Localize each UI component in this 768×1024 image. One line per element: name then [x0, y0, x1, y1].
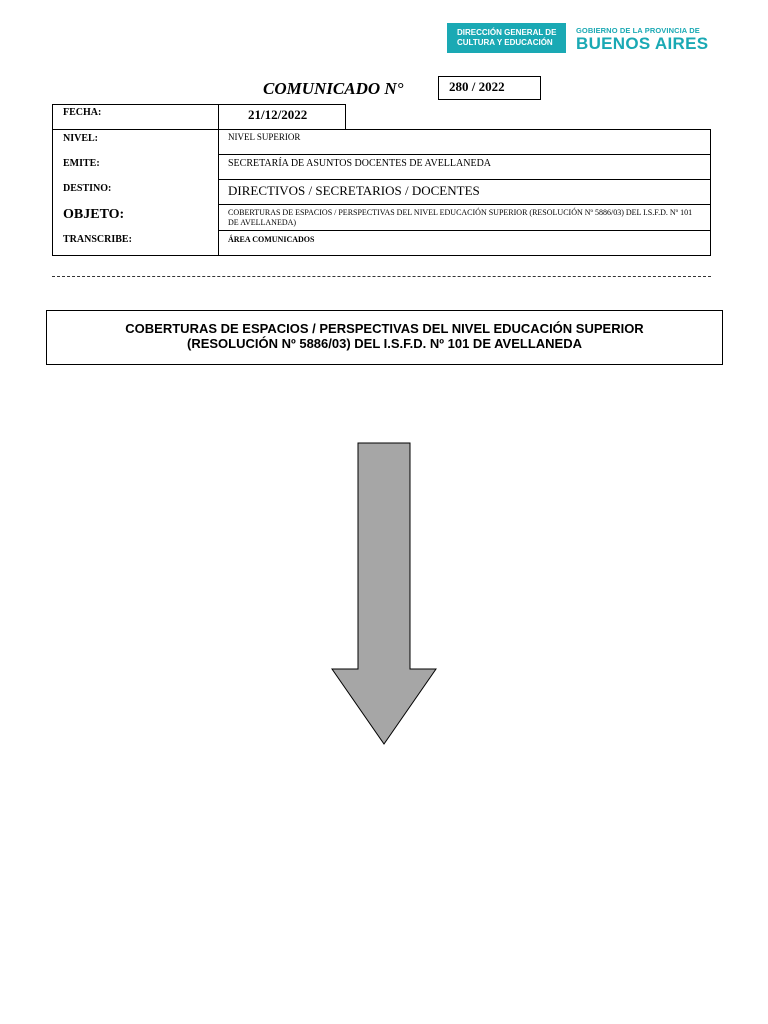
- gov-small-text: GOBIERNO DE LA PROVINCIA DE: [576, 26, 700, 35]
- row-divider: [218, 154, 711, 155]
- buenos-aires-logo: [576, 26, 708, 52]
- destino-label: DESTINO:: [63, 183, 112, 194]
- logo-line-1: DIRECCIÓN GENERAL DE: [457, 28, 557, 37]
- emite-label: EMITE:: [63, 158, 100, 169]
- row-divider: [218, 179, 711, 180]
- nivel-label: NIVEL:: [63, 133, 99, 144]
- objeto-value: COBERTURAS DE ESPACIOS / PERSPECTIVAS DEL NIVEL EDUCACIÓN SUPERIOR (RESOLUCIÓN Nº 5886/03) DEL I.S.F.D. Nº 101 DE AVELLANEDA): [228, 208, 693, 227]
- emite-value: SECRETARÍA DE ASUNTOS DOCENTES DE AVELLANEDA: [228, 158, 492, 169]
- objeto-label: OBJETO:: [63, 207, 125, 222]
- subject-line-1: COBERTURAS DE ESPACIOS / PERSPECTIVAS DEL NIVEL EDUCACIÓN SUPERIOR: [125, 321, 644, 336]
- down-arrow-icon: [330, 441, 440, 749]
- transcribe-label: TRANSCRIBE:: [63, 234, 132, 245]
- dgce-logo: [447, 23, 566, 53]
- destino-value: DIRECTIVOS / SECRETARIOS / DOCENTES: [228, 183, 480, 198]
- row-divider: [218, 204, 711, 205]
- subject-line-2: (RESOLUCIÓN Nº 5886/03) DEL I.S.F.D. Nº 101 DE AVELLANEDA: [186, 336, 582, 351]
- nivel-value: NIVEL SUPERIOR: [228, 132, 301, 142]
- row-divider: [218, 230, 711, 231]
- table-column-divider: [218, 104, 219, 256]
- transcribe-value: ÁREA COMUNICADOS: [228, 235, 315, 244]
- gov-big-text: BUENOS AIRES: [576, 34, 709, 53]
- subject-box: [46, 310, 723, 365]
- fecha-label: FECHA:: [63, 107, 102, 118]
- communique-number: 280 / 2022: [438, 76, 541, 100]
- logo-line-2: CULTURA Y EDUCACIÓN: [457, 38, 553, 47]
- dashed-separator: [52, 276, 711, 277]
- fecha-value: 21/12/2022: [248, 107, 308, 122]
- communique-title: COMUNICADO N°: [263, 79, 404, 98]
